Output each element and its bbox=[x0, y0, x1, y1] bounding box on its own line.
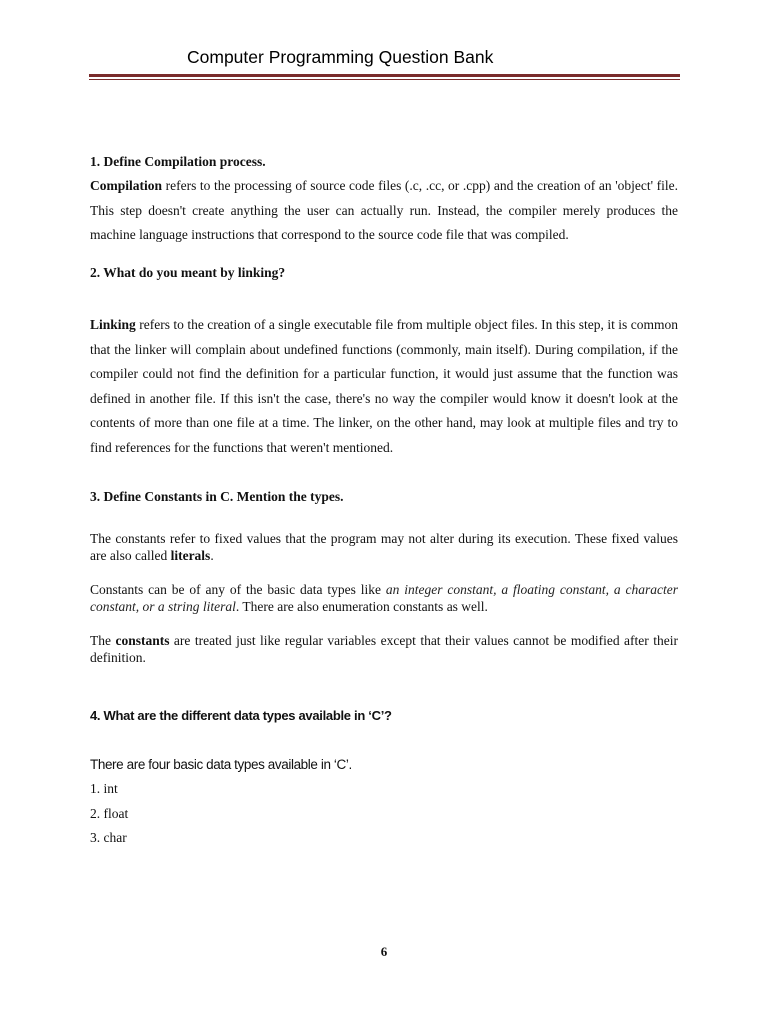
question-3-paragraph-3 bbox=[90, 633, 678, 666]
page-header-title: Computer Programming Question Bank bbox=[187, 47, 494, 67]
question-3-heading: 3. Define Constants in C. Mention the types. bbox=[90, 489, 344, 504]
term-constants: constants bbox=[115, 633, 170, 648]
question-3-paragraph-1 bbox=[90, 531, 678, 564]
question-1-answer bbox=[90, 174, 678, 248]
q3-p2-end: . There are also enumeration constants as well. bbox=[235, 598, 488, 614]
answer-2-text: refers to the creation of a single executable file from multiple object files. In this step, it is common that the linker will complain about undefined functions (commonly, main itself). During compilation, if the compiler could not find the definition for a particular function, it would just assume that the function was defined in another file. If this isn't the case, there's no way the compiler would know it doesn't look at the contents of more than one file at a time. The linker, on the other hand, may look at multiple files and try to find references for the functions that weren't mentioned. bbox=[90, 317, 678, 455]
page-number: 6 bbox=[380, 944, 388, 959]
term-literals: literals bbox=[170, 547, 211, 563]
data-type-item-int: 1. int bbox=[90, 781, 118, 796]
data-type-item-char: 3. char bbox=[90, 830, 127, 845]
question-3-paragraph-2 bbox=[90, 582, 678, 615]
term-linking: Linking bbox=[90, 317, 136, 332]
q3-p3-start: The bbox=[90, 633, 116, 648]
q3-p1-text: The constants refer to fixed values that the program may not alter during its execution. These fixed values are also called bbox=[90, 531, 678, 563]
question-1-heading: 1. Define Compilation process. bbox=[90, 154, 266, 169]
term-compilation: Compilation bbox=[90, 178, 163, 193]
header-rule-thick bbox=[89, 74, 680, 77]
header-rule-thin bbox=[89, 79, 680, 80]
question-4-intro: There are four basic data types available in ‘C’. bbox=[90, 757, 352, 772]
question-2-heading: 2. What do you meant by linking? bbox=[90, 265, 286, 280]
answer-1-text: refers to the processing of source code files (.c, .cc, or .cpp) and the creation of an 'object' file. This step doesn't create anything the user can actually run. Instead, the compiler merely produces the machine language instructions that correspond to the source code file that was compiled. bbox=[90, 178, 678, 242]
data-type-item-float: 2. float bbox=[90, 806, 129, 821]
q3-p2-text: Constants can be of any of the basic data types like bbox=[90, 582, 386, 597]
question-4-heading: 4. What are the different data types available in ‘C’? bbox=[90, 708, 392, 723]
question-2-answer bbox=[90, 313, 678, 460]
q3-p1-end: . bbox=[210, 547, 214, 563]
constant-types-list: an integer constant, a floating constant, a character constant, or a string literal bbox=[90, 582, 678, 614]
q3-p3-text: are treated just like regular variables except that their values cannot be modified after their definition. bbox=[90, 633, 678, 665]
